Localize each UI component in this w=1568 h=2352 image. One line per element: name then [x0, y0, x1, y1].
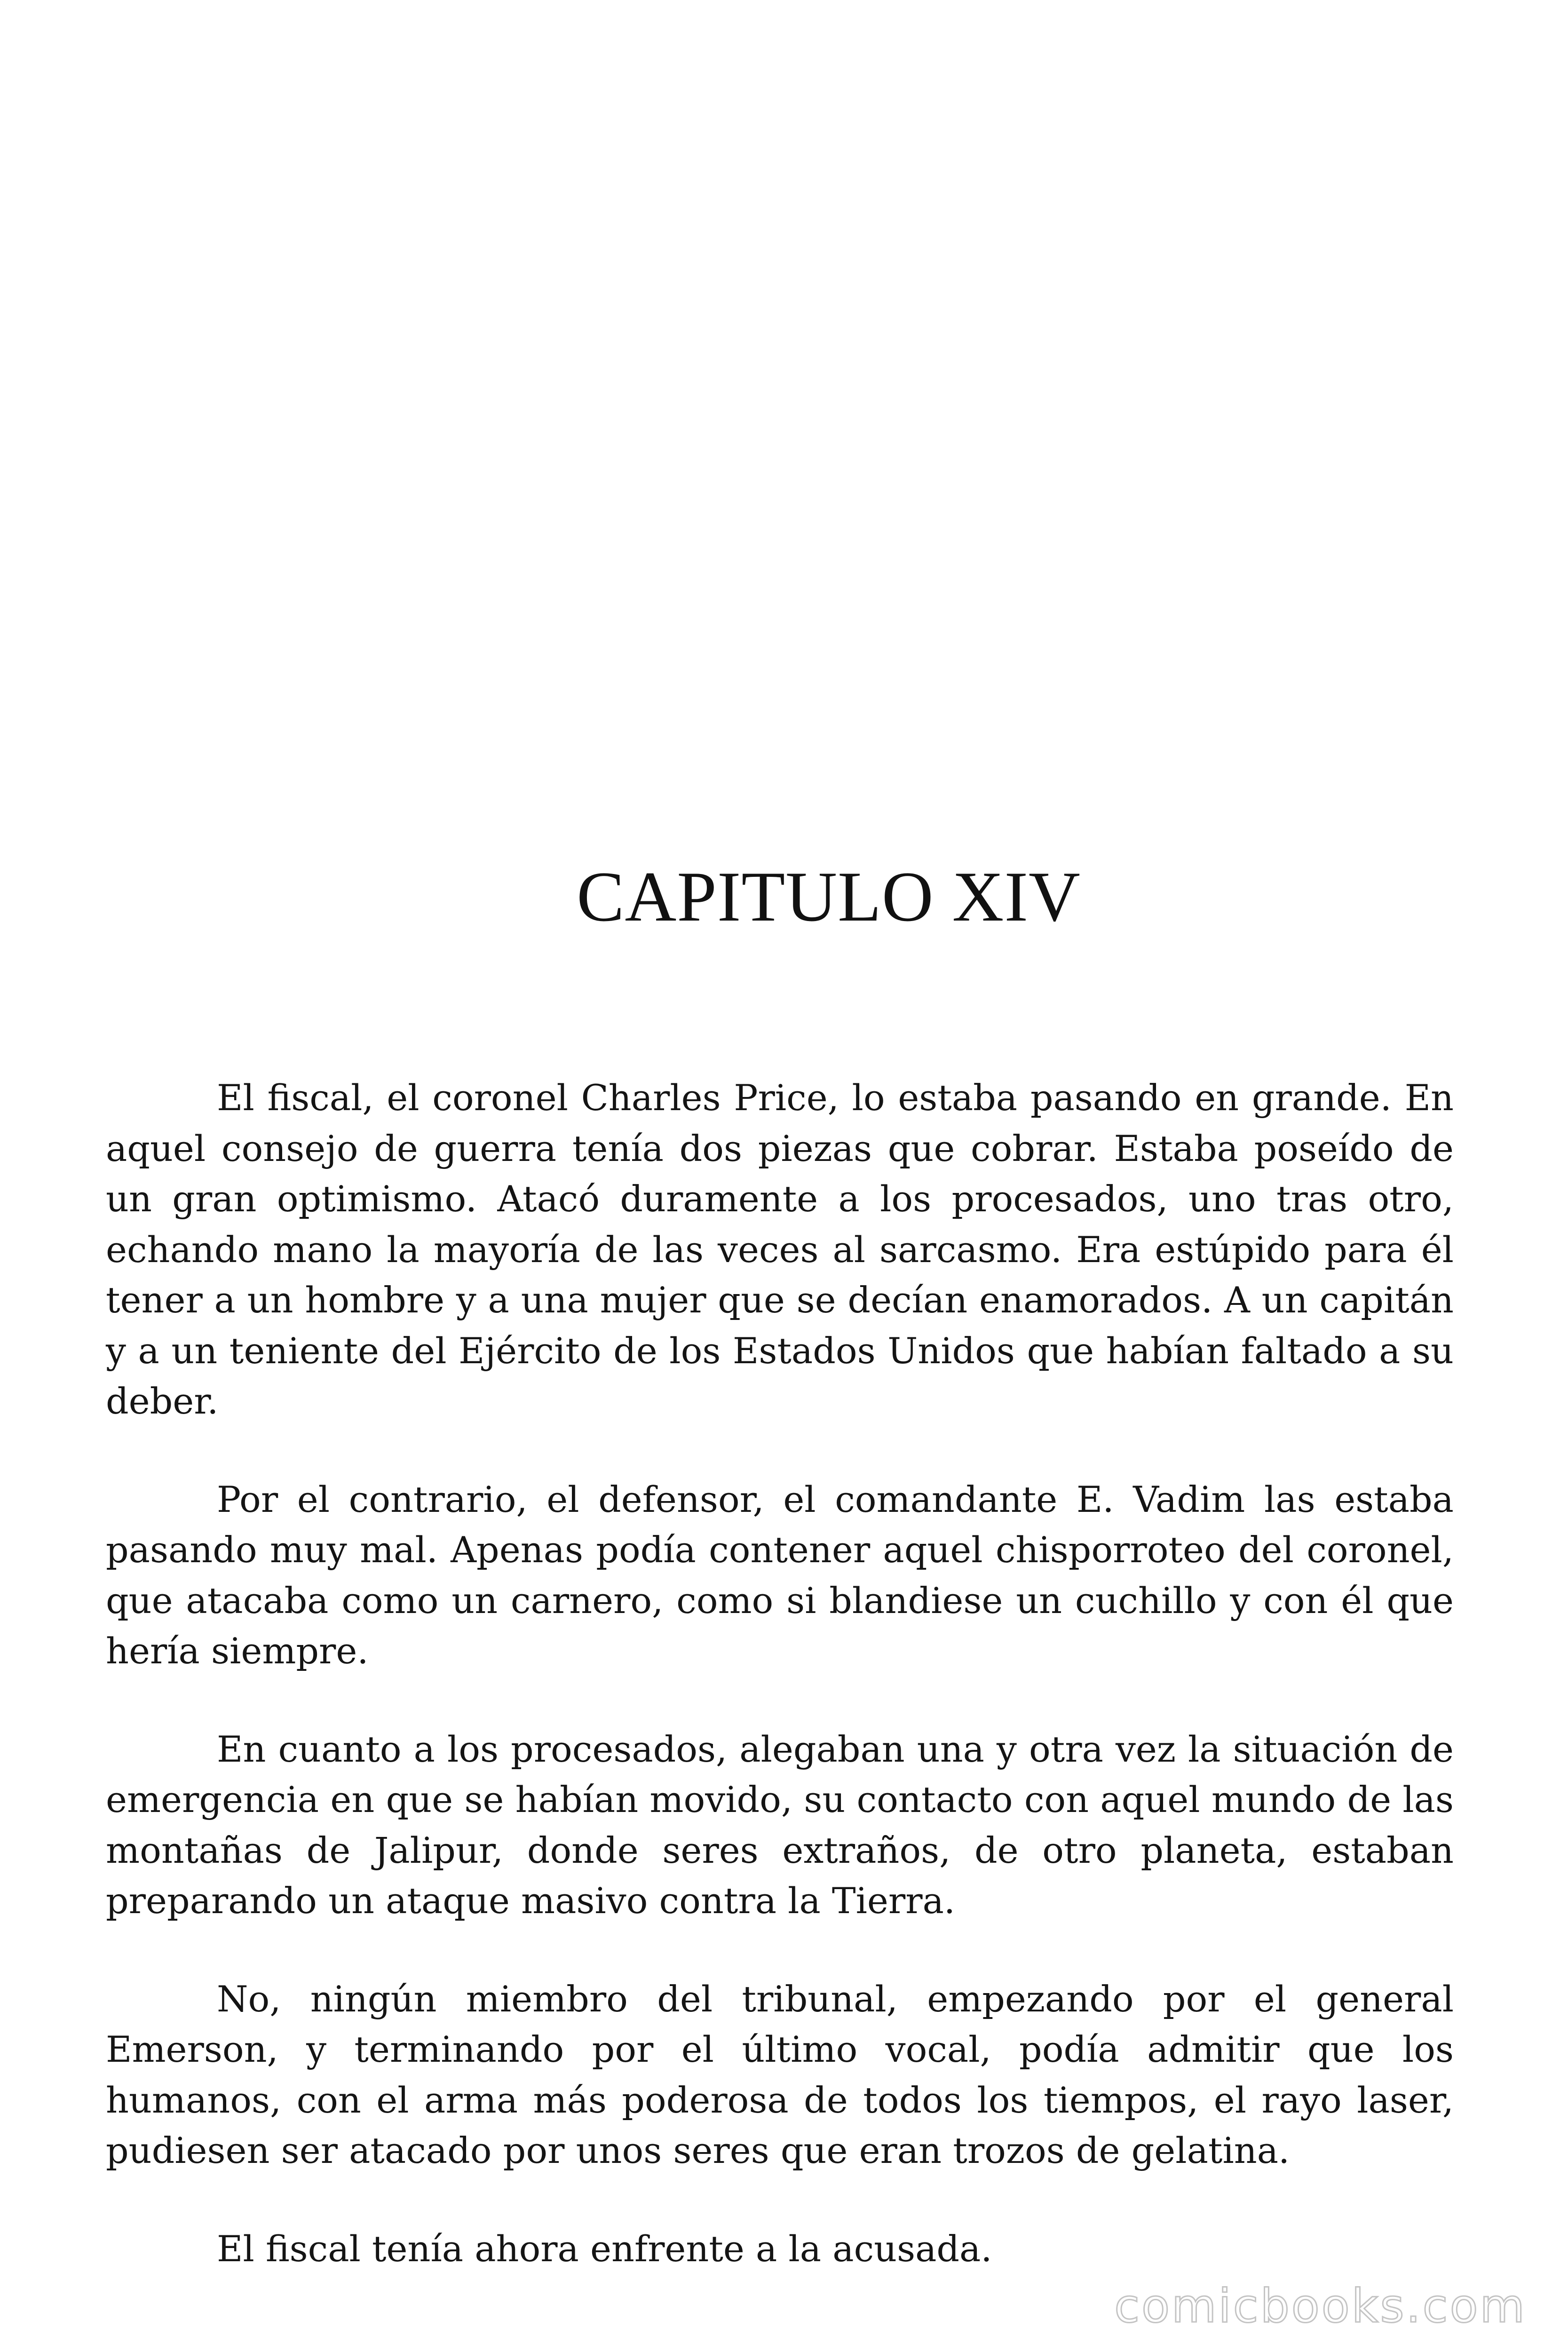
chapter-title: CAPITULO XIV	[577, 857, 1081, 936]
paragraph-5: El fiscal tenía ahora enfrente a la acusada.	[217, 2227, 992, 2270]
watermark: comicbooks.com	[1114, 2280, 1527, 2333]
paragraph-2: Por el contrario, el defensor, el comandante E. Vadim las estaba pasando muy mal. Apenas podía contener aquel chisporroteo del coronel, que atacaba como un carnero, como si blandiese un cuchillo y con él que hería siempre.	[106, 1478, 1454, 1672]
paragraph-3: En cuanto a los procesados, alegaban una y otra vez la situación de emergencia en que se habían movido, su contacto con aquel mundo de las montañas de Jalipur, donde seres extraños, de otro planeta, estaban preparando un ataque masivo contra la Tierra.	[106, 1728, 1454, 1922]
paragraph-4: No, ningún miembro del tribunal, empezando por el general Emerson, y terminando por el último vocal, podía admitir que los humanos, con el arma más poderosa de todos los tiempos, el rayo laser, pudiesen ser atacado por unos seres que eran trozos de gelatina.	[106, 1978, 1454, 2171]
paragraph-1: El fiscal, el coronel Charles Price, lo estaba pasando en grande. En aquel consejo de guerra tenía dos piezas que cobrar. Estaba poseído de un gran optimismo. Atacó duramente a los procesados, uno tras otro, echando mano la mayoría de las veces al sarcasmo. Era estúpido para él tener a un hombre y a una mujer que se decían enamorados. A un capitán y a un teniente del Ejército de los Estados Unidos que habían faltado a su deber.	[106, 1077, 1454, 1422]
chapter-body	[106, 1073, 1454, 2321]
